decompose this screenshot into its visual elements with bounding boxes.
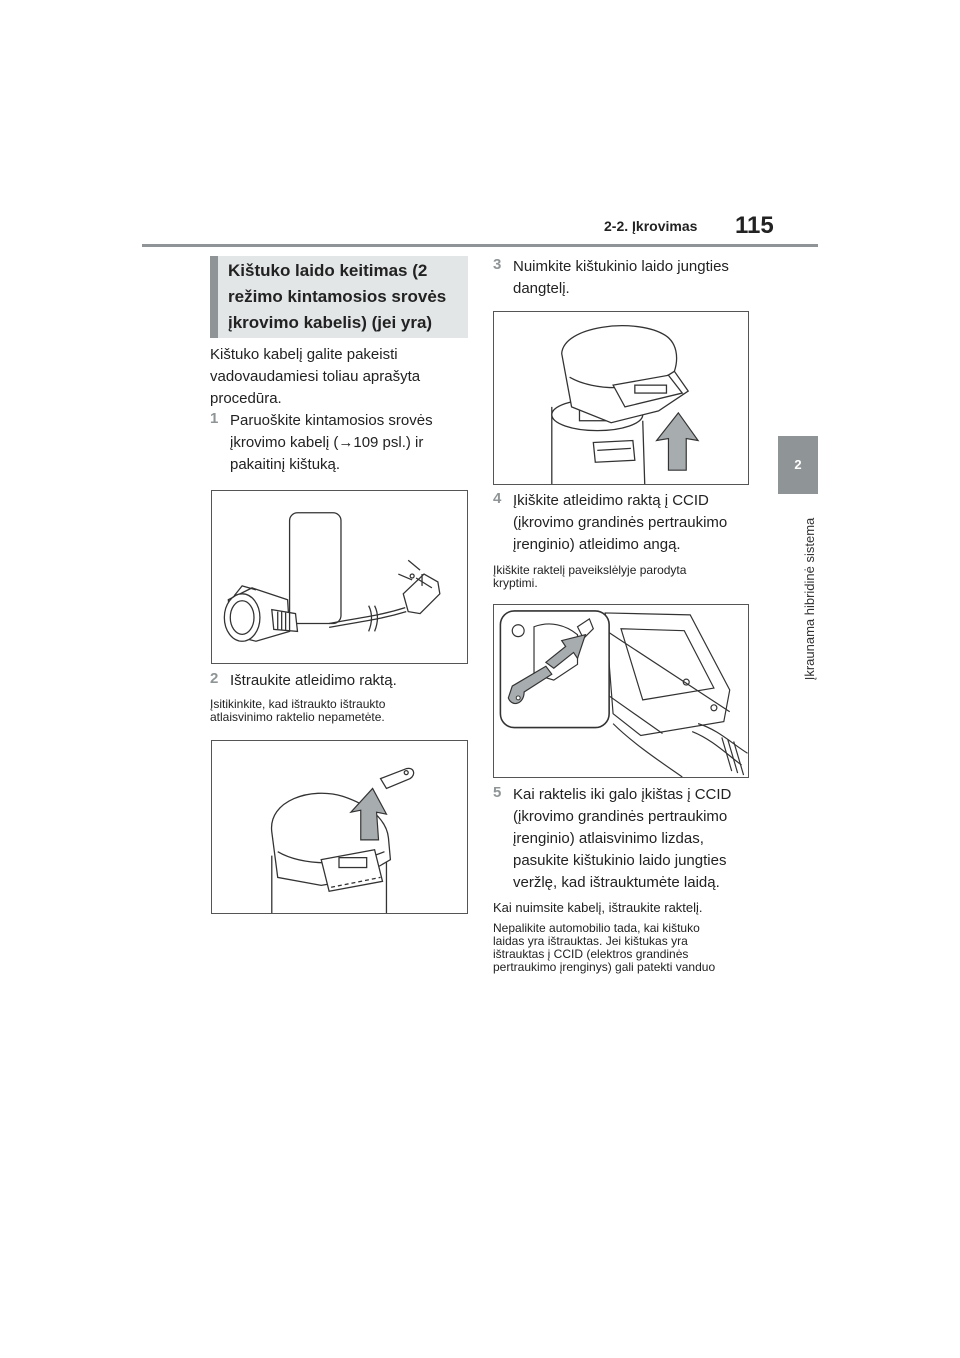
intro-line: Kištuko kabelį galite pakeisti <box>210 346 398 363</box>
step-number: 3 <box>493 256 502 273</box>
heading-line: režimo kintamosios srovės <box>228 287 447 306</box>
intro-paragraph <box>210 344 470 410</box>
note-line: kryptimi. <box>493 576 538 590</box>
step-line: Nuimkite kištukinio laido jungties <box>513 258 729 275</box>
step-line: pasukite kištukinio laido jungties <box>513 852 727 869</box>
figure-remove-key <box>211 740 468 914</box>
step-line: įrenginio) atleidimo angą. <box>513 536 681 553</box>
warning-note <box>493 922 755 974</box>
step-5 <box>493 784 755 894</box>
warning-line: pertraukimo įrenginys) gali patekti vanduo <box>493 960 716 974</box>
intro-line: procedūra. <box>210 390 282 407</box>
step-1 <box>210 410 472 476</box>
step-2-note <box>210 698 472 724</box>
step-number: 5 <box>493 784 502 801</box>
step-line: Įkiškite atleidimo raktą į CCID <box>513 492 709 509</box>
step-line: įrenginio) atlaisvinimo lizdas, <box>513 830 704 847</box>
step-3 <box>493 256 755 300</box>
step-line: dangtelį. <box>513 280 570 297</box>
step-line: Kai raktelis iki galo įkištas į CCID <box>513 786 732 803</box>
note-line: Įkiškite raktelį paveikslėlyje parodyta <box>493 563 687 577</box>
warning-line: laidas yra ištrauktas. Jei kištukas yra <box>493 934 688 948</box>
heading-line: įkrovimo kabelis) (jei yra) <box>228 313 433 332</box>
header-divider <box>142 244 818 247</box>
intro-line: vadovaudamiesi toliau aprašyta <box>210 368 421 385</box>
page-number: 115 <box>735 212 774 239</box>
final-note: Kai nuimsite kabelį, ištraukite raktelį. <box>493 900 703 915</box>
step-line: pakaitinį kištuką. <box>230 456 341 473</box>
insert-key-illustration <box>494 605 748 777</box>
step-line: (įkrovimo grandinės pertraukimo <box>513 808 728 825</box>
chapter-number: 2 <box>794 457 802 472</box>
warning-line: ištrauktas į CCID (elektros grandinės <box>493 947 689 961</box>
step-2 <box>210 670 472 692</box>
charging-cable-illustration <box>212 491 467 663</box>
section-heading <box>210 256 468 338</box>
step-4-note <box>493 564 755 590</box>
figure-remove-cover <box>493 311 749 485</box>
step-number: 2 <box>210 670 219 687</box>
figure-charging-cable <box>211 490 468 664</box>
remove-cover-illustration <box>494 312 748 484</box>
figure-insert-key <box>493 604 749 778</box>
step-4 <box>493 490 755 556</box>
step-number: 4 <box>493 490 502 507</box>
chapter-tab <box>778 436 818 494</box>
step-line: Paruoškite kintamosios srovės <box>230 412 433 429</box>
note-line: atlaisvinimo raktelio nepametėte. <box>210 710 385 724</box>
step-line: veržlę, kad ištrauktumėte laidą. <box>513 874 720 891</box>
step-number: 1 <box>210 410 219 427</box>
remove-key-illustration <box>212 741 467 913</box>
step-line: Ištraukite atleidimo raktą. <box>230 672 397 689</box>
step-line: įkrovimo kabelį (→109 psl.) ir <box>230 434 424 451</box>
note-line: Įsitikinkite, kad ištraukto ištraukto <box>210 697 386 711</box>
section-title: 2-2. Įkrovimas <box>604 218 698 234</box>
chapter-label <box>786 504 817 694</box>
chapter-label-text: Įkraunama hibridinė sistema <box>802 517 817 681</box>
step-line: (įkrovimo grandinės pertraukimo <box>513 514 728 531</box>
warning-line: Nepalikite automobilio tada, kai kištuko <box>493 921 700 935</box>
heading-line: Kištuko laido keitimas (2 <box>228 261 428 280</box>
